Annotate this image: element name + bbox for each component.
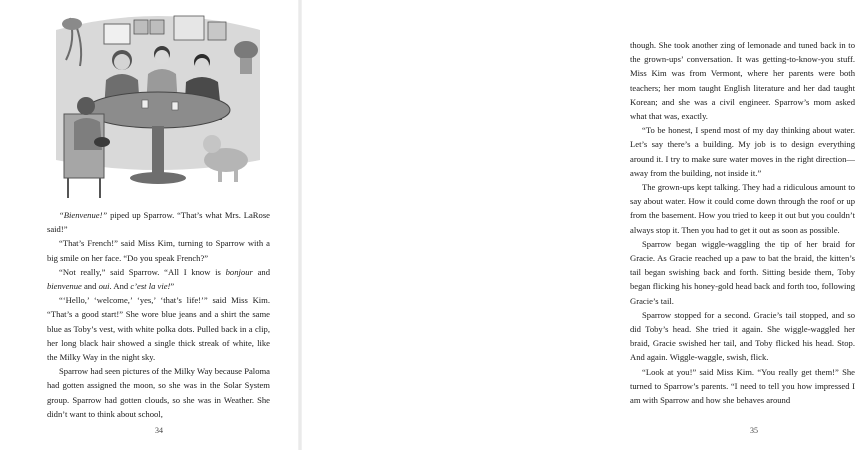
text-run: piped up Sparrow. “That’s what Mrs. LaRose said!” <box>47 210 270 235</box>
italic-text: oui <box>98 281 110 292</box>
text-run: Sparrow had seen pictures of the Milky Way because Paloma had gotten assigned the moon, so she was in the Solar System group. Sparrow had gotten clouds, so she was in Weather. She didn’t want to think about school, <box>47 366 270 419</box>
text-run: ” <box>170 281 175 292</box>
text-run: “Look at you!” said Miss Kim. “You really get them!” She turned to Sparrow’s parents. “I need to tell you how impressed I am with Sparrow and how she behaves around <box>630 366 855 406</box>
italic-text: bonjour <box>225 266 253 277</box>
page-number-left: 34 <box>155 426 163 435</box>
italic-text: “Bienvenue!” <box>59 210 108 220</box>
text-run: The grown-ups kept talking. They had a ridiculous amount to say about water. How it could come down through the roof or up from the basement. How you tried to keep it out but you couldn’t always stop it. Then you had to get it out as soon as possible. <box>630 182 855 235</box>
paragraph <box>47 265 270 293</box>
text-run: “To be honest, I spend most of my day thinking about water. Let’s say there’s a building. My job is to design everything around it. I try to make sure water moves in the right direction—away from the building, not inside it.” <box>630 125 855 178</box>
paragraph <box>630 123 855 180</box>
right-page-text <box>630 38 855 407</box>
paragraph <box>630 38 855 123</box>
text-run: Sparrow began wiggle-waggling the tip of her braid for Gracie. As Gracie reached up a paw to bat the braid, the kitten’s tail began swishing back and forth. Sitting beside them, Toby began flicking his honey-gold head back and forth too, following Gracie’s tail. <box>630 238 855 306</box>
paragraph <box>630 308 855 365</box>
paragraph <box>47 364 270 421</box>
italic-text: c’est la vie! <box>130 281 171 292</box>
text-run: and <box>81 281 99 292</box>
left-page-text <box>47 208 270 421</box>
italic-text: bienvenue <box>47 281 82 292</box>
text-run: “‘Hello,’ ‘welcome,’ ‘yes,’ ‘that’s life!’” said Miss Kim. “That’s a good start!” She wore blue jeans and a shirt the same blue as Toby’s vest, with white polka dots. Pulled back in a clip, her long black hair showed a single thick streak of white, like the Milky Way in the night sky. <box>47 295 270 363</box>
paragraph <box>630 180 855 237</box>
family-at-kitchen-table-illustration <box>46 10 270 206</box>
text-run: and <box>252 266 270 277</box>
text-run: “That’s French!” said Miss Kim, turning to Sparrow with a big smile on her face. “Do you speak French?” <box>47 238 270 263</box>
right-page <box>300 0 855 450</box>
paragraph <box>47 236 270 264</box>
page-number-right: 35 <box>750 426 758 435</box>
paragraph <box>47 208 270 236</box>
text-run: Sparrow stopped for a second. Gracie’s tail stopped, and so did Toby’s head. She tried it again. She wiggle-waggled her braid, Gracie swished her tail, and Toby flicked his head. Stop. And again. Wiggle-waggle, swish, flick. <box>630 309 855 363</box>
text-run: “Not really,” said Sparrow. “All I know is <box>59 266 226 277</box>
paragraph <box>630 237 855 308</box>
text-run: . And <box>109 281 131 292</box>
paragraph <box>47 293 270 364</box>
left-page <box>0 0 300 450</box>
paragraph <box>630 365 855 408</box>
text-run: though. She took another zing of lemonade and tuned back in to the grown-ups’ conversation. It was getting-to-know-you stuff. Miss Kim was from Vermont, where her parents were both teachers; her mom taught English literature and her dad taught Korean; and she was a civil engineer. Sparrow’s mom asked what that was, exactly. <box>630 40 855 122</box>
